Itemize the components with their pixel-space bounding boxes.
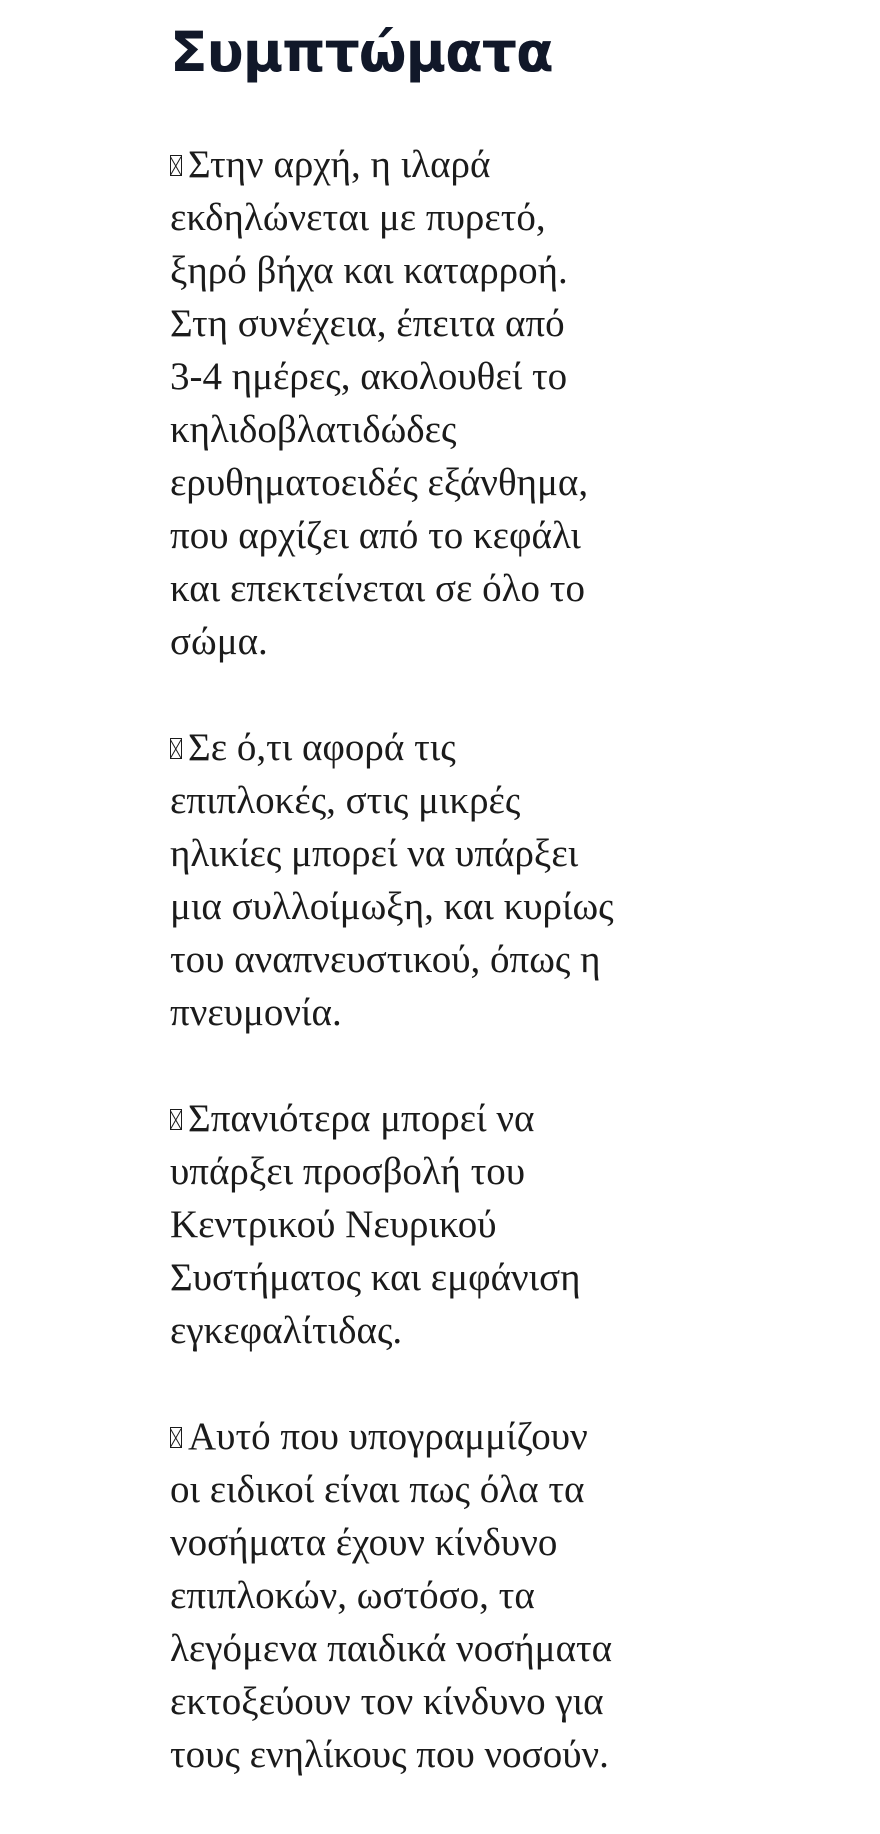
bullet-text: Σε ό,τι αφορά τις επιπλοκές, στις μικρές ηλικίες μπορεί να υπάρξει μια συλλοίμωξη, και κυρίως του αναπνευστικού, όπως η πνευμονία. [170,726,614,1034]
bullet-text: Σπανιότερα μπορεί να υπάρξει προσβολή του Κεντρικού Νευρικού Συστήματος και εμφάνιση εγκεφαλίτιδας. [170,1097,581,1352]
missing-glyph-icon [170,155,182,176]
bullet-list [170,138,710,1781]
bullet-text: Στην αρχή, η ιλαρά εκδηλώνεται με πυρετό, ξηρό βήχα και καταρροή. Στη συνέχεια, έπειτα από 3-4 ημέρες, ακολουθεί το κηλιδοβλατιδώδες ερυθηματοειδές εξάνθημα, που αρχίζει από το κεφάλι και επεκτείνεται σε όλο το σώμα. [170,143,589,663]
section-heading: Συμπτώματα [170,20,553,84]
missing-glyph-icon [170,1109,182,1130]
bullet-item-3 [170,1092,710,1357]
bullet-item-4 [170,1410,710,1781]
missing-glyph-icon [170,1427,182,1448]
bullet-text: Αυτό που υπογραμμίζουν οι ειδικοί είναι πως όλα τα νοσήματα έχουν κίνδυνο επιπλοκών, ωστόσο, τα λεγόμενα παιδικά νοσήματα εκτοξεύουν τον κίνδυνο για τους ενηλίκους που νοσούν. [170,1415,613,1776]
missing-glyph-icon [170,738,182,759]
bullet-item-2 [170,721,710,1039]
bullet-item-1 [170,138,710,668]
article [170,10,710,1834]
